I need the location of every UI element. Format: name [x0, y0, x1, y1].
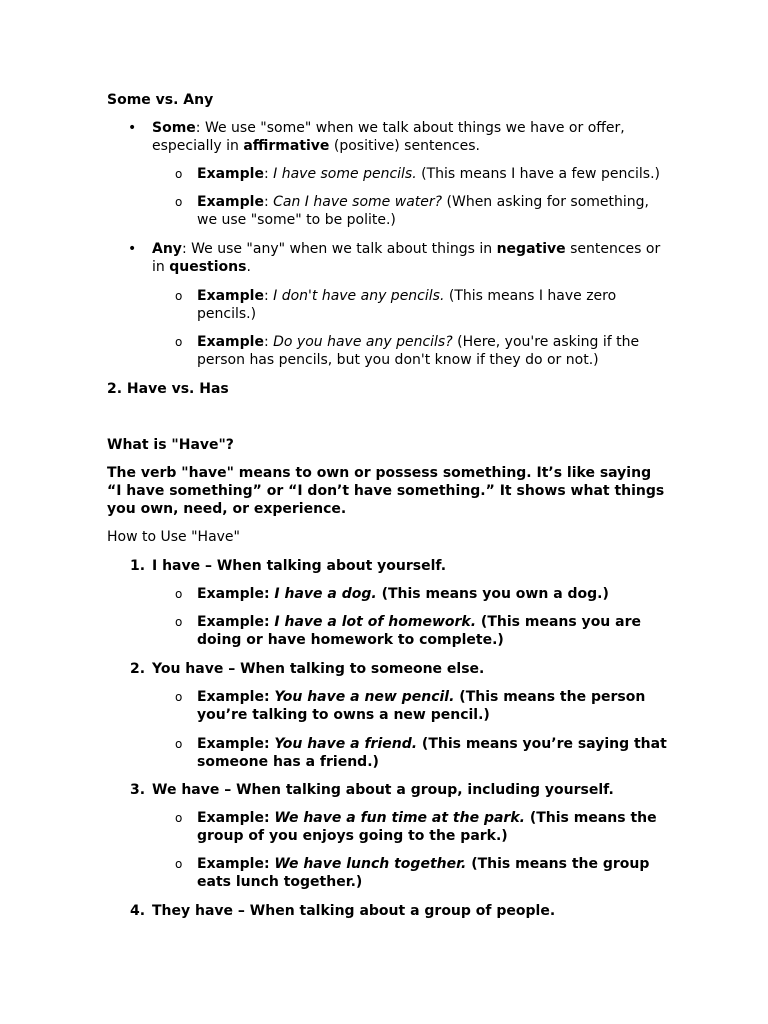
example-label: Example: [197, 288, 264, 304]
example-label: Example:: [197, 736, 275, 752]
example-line2: someone has a friend.): [197, 754, 379, 770]
term-any: Any: [152, 241, 182, 257]
example-label: Example: [197, 194, 264, 210]
sub-bullet-icon: o: [175, 857, 183, 871]
paragraph-line: The verb "have" means to own or possess something. It’s like saying: [107, 465, 652, 481]
example-line: [197, 688, 645, 706]
list-number: 4.: [130, 903, 146, 919]
example-note: (This means the person: [454, 689, 646, 705]
keyword-negative: negative: [496, 241, 566, 257]
example-line: [197, 735, 667, 753]
list-number: 1.: [130, 558, 146, 574]
some-def-text: (positive) sentences.: [329, 138, 480, 154]
example-sep: :: [263, 166, 274, 182]
example-note: (This means you own a dog.): [376, 586, 609, 602]
example-any-1-line2: pencils.): [197, 306, 257, 322]
any-definition-line2: [152, 258, 251, 276]
list-item-text: They have – When talking about a group of people.: [152, 903, 556, 919]
any-def-text: in: [152, 259, 170, 275]
example-sentence: We have lunch together.: [274, 856, 467, 872]
section-heading: 2. Have vs. Has: [107, 381, 229, 397]
some-def-text: : We use "some" when we talk about things we have or offer,: [195, 120, 625, 136]
any-def-text: .: [246, 259, 251, 275]
example-line2: you’re talking to owns a new pencil.): [197, 707, 490, 723]
example-label: Example: [197, 166, 264, 182]
example-label: Example:: [197, 689, 275, 705]
example-sentence: You have a friend.: [274, 736, 418, 752]
example-line2: eats lunch together.): [197, 874, 363, 890]
example-label: Example:: [197, 856, 275, 872]
example-label: Example:: [197, 586, 275, 602]
list-number: 3.: [130, 782, 146, 798]
any-definition-line1: [152, 240, 660, 258]
example-label: Example: [197, 334, 264, 350]
example-sentence: I have some pencils.: [273, 166, 417, 182]
example-sentence: Can I have some water?: [273, 194, 443, 210]
example-label: Example:: [197, 614, 275, 630]
sub-bullet-icon: o: [175, 195, 183, 209]
example-line2: doing or have homework to complete.): [197, 632, 504, 648]
keyword-affirmative: affirmative: [243, 138, 330, 154]
bullet-icon: •: [128, 241, 137, 257]
example-sentence: We have a fun time at the park.: [274, 810, 525, 826]
term-some: Some: [152, 120, 196, 136]
example-sep: :: [263, 334, 274, 350]
any-def-text: : We use "any" when we talk about things in: [181, 241, 497, 257]
list-item-text: We have – When talking about a group, including yourself.: [152, 782, 614, 798]
example-sentence: I don't have any pencils.: [273, 288, 445, 304]
example-sentence: You have a new pencil.: [274, 689, 455, 705]
example-note: (When asking for something,: [442, 194, 649, 210]
example-label: Example:: [197, 810, 275, 826]
subheading-what-is-have: What is "Have"?: [107, 437, 234, 453]
sub-bullet-icon: o: [175, 167, 183, 181]
example-any-1: [197, 287, 616, 305]
example-line: [197, 585, 609, 603]
section-heading: Some vs. Any: [107, 92, 214, 108]
any-def-text: sentences or: [565, 241, 661, 257]
list-item-text: You have – When talking to someone else.: [152, 661, 485, 677]
bullet-icon: •: [128, 120, 137, 136]
sub-bullet-icon: o: [175, 737, 183, 751]
subheading-how-to-use: How to Use "Have": [107, 529, 240, 545]
example-sentence: I have a dog.: [274, 586, 377, 602]
example-some-2-line2: we use "some" to be polite.): [197, 212, 396, 228]
some-def-text: especially in: [152, 138, 244, 154]
list-item-text: I have – When talking about yourself.: [152, 558, 447, 574]
example-note: (This means you’re saying that: [417, 736, 667, 752]
example-note: (This means the group: [466, 856, 650, 872]
example-sep: :: [263, 288, 274, 304]
example-sentence: I have a lot of homework.: [274, 614, 477, 630]
example-line2: group of you enjoys going to the park.): [197, 828, 508, 844]
example-line: [197, 855, 649, 873]
example-line: [197, 613, 641, 631]
example-some-1: [197, 165, 660, 183]
paragraph-line: “I have something” or “I don’t have something.” It shows what things: [107, 483, 665, 499]
example-line: [197, 809, 657, 827]
sub-bullet-icon: o: [175, 615, 183, 629]
example-note: (This means I have zero: [444, 288, 617, 304]
example-any-2: [197, 333, 639, 351]
example-some-2: [197, 193, 649, 211]
sub-bullet-icon: o: [175, 289, 183, 303]
example-note: (This means the: [524, 810, 657, 826]
keyword-questions: questions: [169, 259, 247, 275]
sub-bullet-icon: o: [175, 690, 183, 704]
example-any-2-line2: person has pencils, but you don't know if they do or not.): [197, 352, 599, 368]
list-number: 2.: [130, 661, 146, 677]
example-sep: :: [263, 194, 274, 210]
some-definition-line2: [152, 137, 480, 155]
example-note: (This means you are: [476, 614, 641, 630]
example-note: (This means I have a few pencils.): [416, 166, 660, 182]
some-definition-line1: [152, 119, 625, 137]
sub-bullet-icon: o: [175, 811, 183, 825]
example-note: (Here, you're asking if the: [452, 334, 640, 350]
example-sentence: Do you have any pencils?: [273, 334, 453, 350]
sub-bullet-icon: o: [175, 587, 183, 601]
paragraph-line: you own, need, or experience.: [107, 501, 347, 517]
sub-bullet-icon: o: [175, 335, 183, 349]
